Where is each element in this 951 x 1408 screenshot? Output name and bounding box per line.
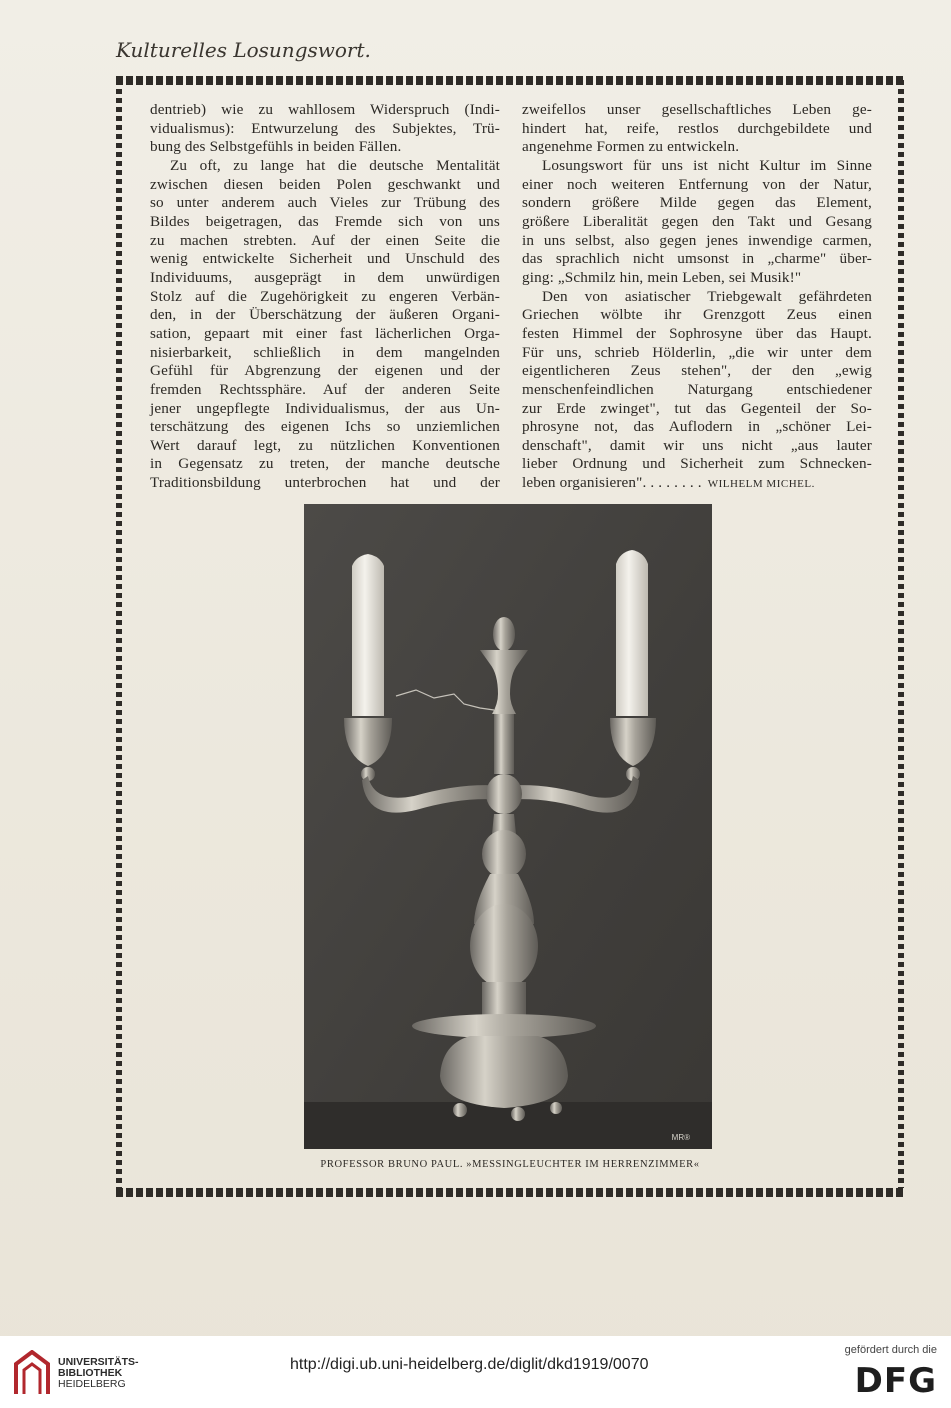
- text-line: einer noch weiteren Entfernung von der Natur,: [522, 175, 872, 193]
- base: [440, 1036, 568, 1108]
- text-line: festen Himmel der Sophrosyne über das Haupt.: [522, 324, 872, 342]
- text-line: den, in der Überschätzung der äußeren Organi-: [150, 306, 500, 324]
- finial: [493, 617, 515, 651]
- text-line: Zu oft, zu lange hat die deutsche Mentalität: [170, 156, 500, 174]
- text-line: Individuums, ausgeprägt in dem unwürdigen: [150, 268, 500, 286]
- text-line: vidualismus): Entwurzelung des Subjektes, Trü-: [150, 119, 500, 137]
- text-line: Für uns, schrieb Hölderlin, „die wir unter dem: [522, 343, 872, 361]
- text-line: bung des Selbstgefühls in beiden Fällen.: [150, 138, 402, 156]
- text-line: zweifellos unser gesellschaftliches Leben ge-: [522, 101, 872, 118]
- text-line: das sprachlich nicht umsonst in „charme" über-: [522, 250, 872, 268]
- text-line: fremden Rechtssphäre. Auf der anderen Seite: [150, 380, 500, 398]
- left-candle: [352, 554, 384, 716]
- frame-left-border: [116, 80, 122, 1188]
- right-candle: [616, 550, 648, 716]
- text-line: sondern größere Milde gegen das Element,: [522, 194, 872, 212]
- text-line: eigentlicheren Zeus stehen", der den „ewig: [522, 362, 872, 380]
- frame-top-border: [116, 76, 904, 85]
- text-line: denschaft", damit wir uns nicht „aus lauter: [522, 436, 872, 454]
- text-line: nisierbarkeit, schließlich in dem mangelnden: [150, 343, 500, 361]
- text-line: Bildes beigetragen, das Fremde sich von uns: [150, 212, 500, 230]
- author-signature: WILHELM MICHEL.: [707, 478, 815, 491]
- text-line: so unter anderem auch Vieles zur Trübung des: [150, 194, 500, 212]
- library-logo-icon: [12, 1350, 52, 1396]
- library-name-line: UNIVERSITÄTS-: [58, 1356, 139, 1368]
- text-line: zu machen strebten. Auf der einen Seite die: [150, 231, 500, 249]
- text-line: zur Erde zwinget", tut das Gegenteil der So-: [522, 399, 872, 417]
- funded-by-label: gefördert durch die: [844, 1344, 937, 1356]
- text-line: in uns selbst, also gegen jenes inwendige carmen,: [522, 231, 872, 249]
- frame-bottom-border: [116, 1188, 904, 1197]
- text-line: angenehme Formen zu entwickeln.: [522, 138, 740, 156]
- text-line: zwischen diesen beiden Polen geschwankt und: [150, 175, 500, 193]
- permalink-url[interactable]: http://digi.ub.uni-heidelberg.de/diglit/dkd1919/0070: [290, 1356, 649, 1373]
- text-line: terschätzung des eigenen Ichs so unziemlichen: [150, 418, 500, 436]
- running-header: Kulturelles Losungswort.: [116, 38, 371, 62]
- text-line: hindert hat, reife, restlos durchgebildete und: [522, 119, 872, 137]
- library-name: [58, 1357, 139, 1390]
- text-line: in Gegensatz zu treten, der manche deutsche: [150, 455, 500, 473]
- text-line: Traditionsbildung unterbrochen hat und der: [150, 474, 500, 492]
- library-name-line: BIBLIOTHEK: [58, 1367, 123, 1379]
- left-text-column: [150, 101, 500, 493]
- frame-right-border: [898, 80, 904, 1188]
- text-line: phrosyne not, das Auflodern in „schöner Lei-: [522, 418, 872, 436]
- text-fragment: leben organisieren". . . . . . . .: [522, 474, 702, 492]
- digitization-footer: [0, 1336, 951, 1408]
- candelabrum-illustration: [304, 504, 712, 1149]
- photo-monogram: MR®: [671, 1133, 690, 1142]
- drip-pan: [412, 1014, 596, 1038]
- text-line: Griechen wölbte ihr Grenzgott Zeus einen: [522, 306, 872, 324]
- text-line: jener ungepflegte Individualismus, der aus Un-: [150, 399, 500, 417]
- dfg-logo: DFG: [854, 1361, 937, 1401]
- text-line: Gefühl für Abgrenzung der eigenen und der: [150, 362, 500, 380]
- right-text-column: [522, 101, 872, 494]
- text-line: menschenfeindlichen Naturgang entschiedener: [522, 380, 872, 398]
- text-line: wenig entwickelte Sicherheit und Unschuld des: [150, 250, 500, 268]
- text-line: lieber Ordnung und Sicherheit zum Schnecken-: [522, 455, 872, 473]
- text-line: Den von asiatischer Triebgewalt gefährdeten: [542, 287, 872, 305]
- library-name-line: HEIDELBERG: [58, 1378, 126, 1390]
- text-line: Wert darauf legt, zu nützlichen Konventionen: [150, 436, 500, 454]
- text-line: Stolz auf die Zugehörigkeit zu engeren Verbän-: [150, 287, 500, 305]
- stem-knop: [470, 904, 538, 988]
- figure-caption: PROFESSOR BRUNO PAUL. »MESSINGLEUCHTER IM HERRENZIMMER«: [320, 1159, 700, 1170]
- text-line: größere Liberalität gegen den Takt und Gesang: [522, 212, 872, 230]
- text-line: sation, gepaart mit einer fast lächerlichen Orga-: [150, 324, 500, 342]
- text-line: Losungswort für uns ist nicht Kultur im Sinne: [542, 156, 872, 174]
- text-line: dentrieb) wie zu wahllosem Widerspruch (Indi-: [150, 101, 500, 118]
- text-line-with-signature: [522, 474, 872, 494]
- text-line: ging: „Schmilz hin, mein Leben, sei Musik!": [522, 268, 802, 286]
- candelabrum-photograph: [304, 504, 712, 1149]
